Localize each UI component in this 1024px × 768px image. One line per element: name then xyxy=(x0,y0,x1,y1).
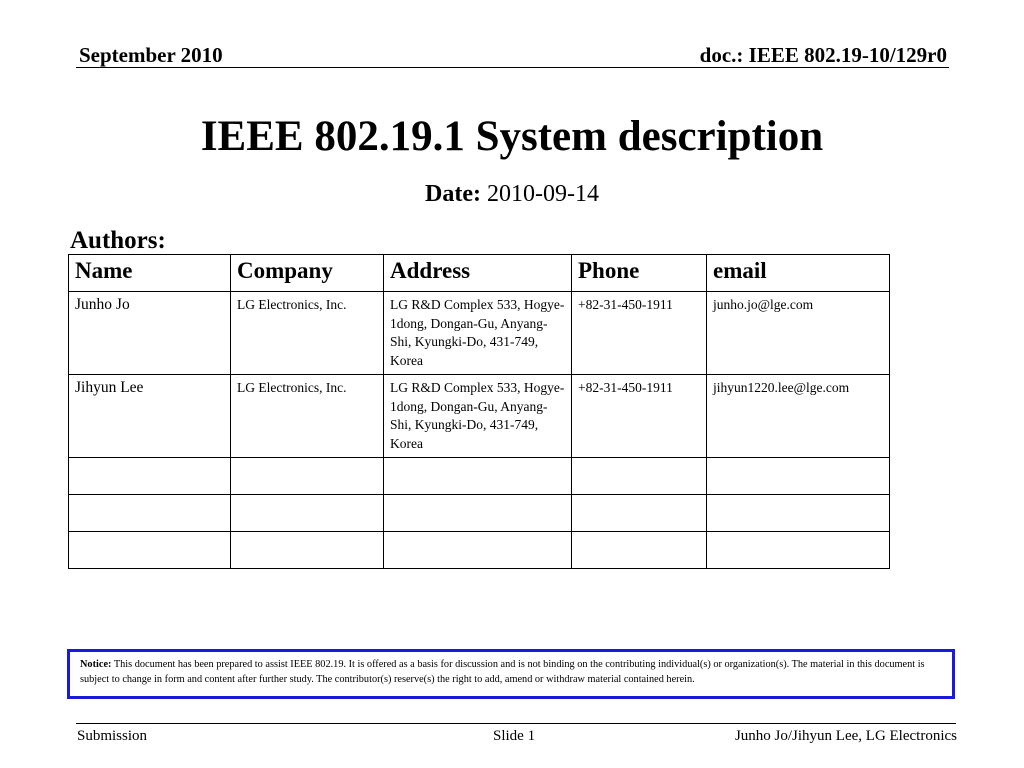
empty-cell xyxy=(707,458,890,495)
table-header-row xyxy=(69,255,890,292)
footer-submission: Submission xyxy=(77,728,148,744)
table-row-empty xyxy=(69,458,890,495)
empty-cell xyxy=(231,458,384,495)
empty-cell xyxy=(572,458,707,495)
empty-cell xyxy=(572,495,707,532)
column-header-phone: Phone xyxy=(572,255,707,292)
author-email: junho.jo@lge.com xyxy=(707,292,890,375)
footer-slide-number: Slide 1 xyxy=(493,728,536,744)
empty-cell xyxy=(231,495,384,532)
empty-cell xyxy=(707,532,890,569)
empty-cell xyxy=(384,458,572,495)
date-value: 2010-09-14 xyxy=(486,181,599,207)
table-row xyxy=(69,375,890,458)
author-company: LG Electronics, Inc. xyxy=(231,292,384,375)
date-line xyxy=(0,181,1024,208)
footer-authors: Junho Jo/Jihyun Lee, LG Electronics xyxy=(734,728,957,744)
column-header-email: email xyxy=(707,255,890,292)
column-header-company: Company xyxy=(231,255,384,292)
author-phone: +82-31-450-1911 xyxy=(572,375,707,458)
table-row xyxy=(69,292,890,375)
empty-cell xyxy=(384,495,572,532)
footer-divider xyxy=(76,723,956,724)
notice-label: Notice: xyxy=(80,659,112,670)
table-row-empty xyxy=(69,532,890,569)
notice-box xyxy=(67,649,955,699)
author-email: jihyun1220.lee@lge.com xyxy=(707,375,890,458)
author-name: Jihyun Lee xyxy=(69,375,231,458)
empty-cell xyxy=(231,532,384,569)
author-address: LG R&D Complex 533, Hogye-1dong, Dongan-Gu, Anyang-Shi, Kyungki-Do, 431-749, Korea xyxy=(384,375,572,458)
column-header-address: Address xyxy=(384,255,572,292)
author-address: LG R&D Complex 533, Hogye-1dong, Dongan-Gu, Anyang-Shi, Kyungki-Do, 431-749, Korea xyxy=(384,292,572,375)
empty-cell xyxy=(707,495,890,532)
empty-cell xyxy=(572,532,707,569)
slide-title: IEEE 802.19.1 System description xyxy=(200,113,824,160)
author-name: Junho Jo xyxy=(69,292,231,375)
empty-cell xyxy=(384,532,572,569)
table-row-empty xyxy=(69,495,890,532)
empty-cell xyxy=(69,458,231,495)
author-company: LG Electronics, Inc. xyxy=(231,375,384,458)
column-header-name: Name xyxy=(69,255,231,292)
header-doc-id: doc.: IEEE 802.19-10/129r0 xyxy=(699,43,947,67)
authors-table xyxy=(68,254,890,569)
empty-cell xyxy=(69,532,231,569)
header-divider xyxy=(76,67,949,68)
date-label: Date: xyxy=(425,181,481,207)
header-date: September 2010 xyxy=(79,43,223,67)
notice-text: This document has been prepared to assist IEEE 802.19. It is offered as a basis for discussion and is not binding on the contributing individual(s) or organization(s). The material in this document is subject to change in form and content after further study. The contributor(s) reserve(s) the right to add, amend or withdraw material contained herein. xyxy=(80,659,925,685)
author-phone: +82-31-450-1911 xyxy=(572,292,707,375)
empty-cell xyxy=(69,495,231,532)
authors-label: Authors: xyxy=(70,227,166,254)
